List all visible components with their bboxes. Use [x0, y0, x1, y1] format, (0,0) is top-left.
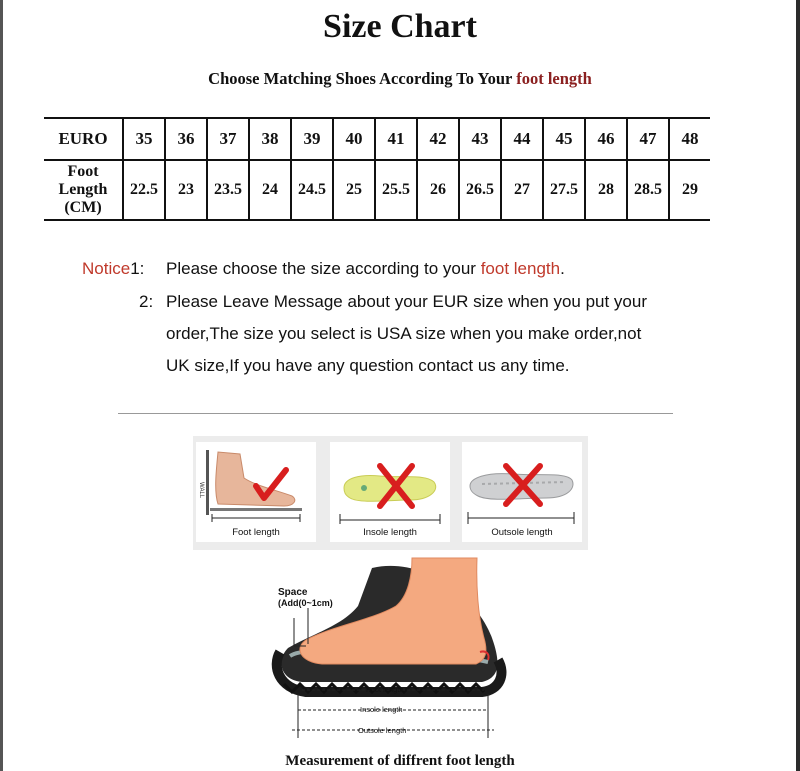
right-border — [796, 0, 800, 771]
foot-cell: 27 — [501, 160, 543, 220]
card-outsole-length — [462, 442, 582, 542]
euro-cell: 39 — [291, 118, 333, 160]
divider — [118, 413, 673, 414]
notice-number-2: 2: — [139, 292, 154, 311]
euro-cell: 41 — [375, 118, 417, 160]
notice-text-2: Please Leave Message about your EUR size when you put your — [166, 292, 647, 311]
foot-label-line: Length — [58, 181, 108, 198]
notice-text-1-highlight: foot length — [480, 259, 561, 278]
notice-word: Notice — [82, 259, 131, 278]
euro-cell: 43 — [459, 118, 501, 160]
euro-cell: 46 — [585, 118, 627, 160]
space-label: Space — [278, 587, 308, 598]
foot-length-label — [44, 160, 123, 220]
foot-cell: 24.5 — [291, 160, 333, 220]
card-label-outsole-length: Outsole length — [491, 527, 553, 538]
euro-cell: 38 — [249, 118, 291, 160]
notice-number-1: 1: — [130, 259, 145, 278]
diagram-insole-length: Insole length — [360, 705, 403, 714]
euro-cell: 42 — [417, 118, 459, 160]
euro-cell: 37 — [207, 118, 249, 160]
euro-cell: 47 — [627, 118, 669, 160]
outsole-illustration — [462, 442, 582, 527]
euro-cell: 45 — [543, 118, 585, 160]
euro-cell: 48 — [669, 118, 710, 160]
foot-wall-illustration — [196, 442, 316, 527]
subtitle-highlight: foot length — [516, 69, 592, 88]
table-row-euro — [44, 118, 710, 160]
wall-label: WALL — [198, 482, 204, 499]
euro-cell: 44 — [501, 118, 543, 160]
insole-illustration — [330, 442, 450, 527]
foot-cell: 25 — [333, 160, 375, 220]
card-insole-length — [330, 442, 450, 542]
notice-text-3: order,The size you select is USA size when you make order,not — [166, 324, 642, 343]
euro-cell: 35 — [123, 118, 165, 160]
subtitle-text: Choose Matching Shoes According To Your — [208, 69, 517, 88]
foot-label-line: (CM) — [64, 199, 102, 216]
left-border — [0, 0, 3, 771]
foot-label-line: Foot — [67, 163, 99, 180]
notice-text-1-suffix: . — [560, 259, 565, 278]
foot-cell: 26.5 — [459, 160, 501, 220]
foot-in-shoe-diagram — [262, 556, 522, 746]
euro-label: EURO — [44, 118, 123, 160]
foot-cell: 26 — [417, 160, 459, 220]
diagram-caption: Measurement of diffrent foot length — [285, 753, 515, 769]
foot-cell: 23 — [165, 160, 207, 220]
space-range-label: (Add(0~1cm) — [278, 598, 333, 608]
euro-cell: 36 — [165, 118, 207, 160]
notice-text-1-prefix: Please choose the size according to your — [166, 259, 481, 278]
card-label-insole-length: Insole length — [363, 527, 417, 538]
foot-cell: 25.5 — [375, 160, 417, 220]
diagram-foot-length: Foot length — [366, 685, 404, 694]
subtitle — [0, 69, 800, 89]
foot-cell: 27.5 — [543, 160, 585, 220]
foot-cell: 24 — [249, 160, 291, 220]
foot-cell: 23.5 — [207, 160, 249, 220]
page-title: Size Chart — [323, 8, 477, 45]
foot-cell: 29 — [669, 160, 710, 220]
notice-text-4: UK size,If you have any question contact us any time. — [166, 356, 570, 375]
notice-line-1 — [82, 259, 144, 279]
diagram-outsole-length: Outsole length — [358, 726, 407, 735]
foot-cell: 28 — [585, 160, 627, 220]
table-row-foot-length — [44, 160, 710, 220]
card-label-foot-length: Foot length — [232, 527, 280, 538]
card-foot-length — [196, 442, 316, 542]
size-table — [44, 117, 710, 221]
euro-cell: 40 — [333, 118, 375, 160]
foot-cell: 28.5 — [627, 160, 669, 220]
foot-cell: 22.5 — [123, 160, 165, 220]
notice-text-1 — [166, 259, 565, 279]
